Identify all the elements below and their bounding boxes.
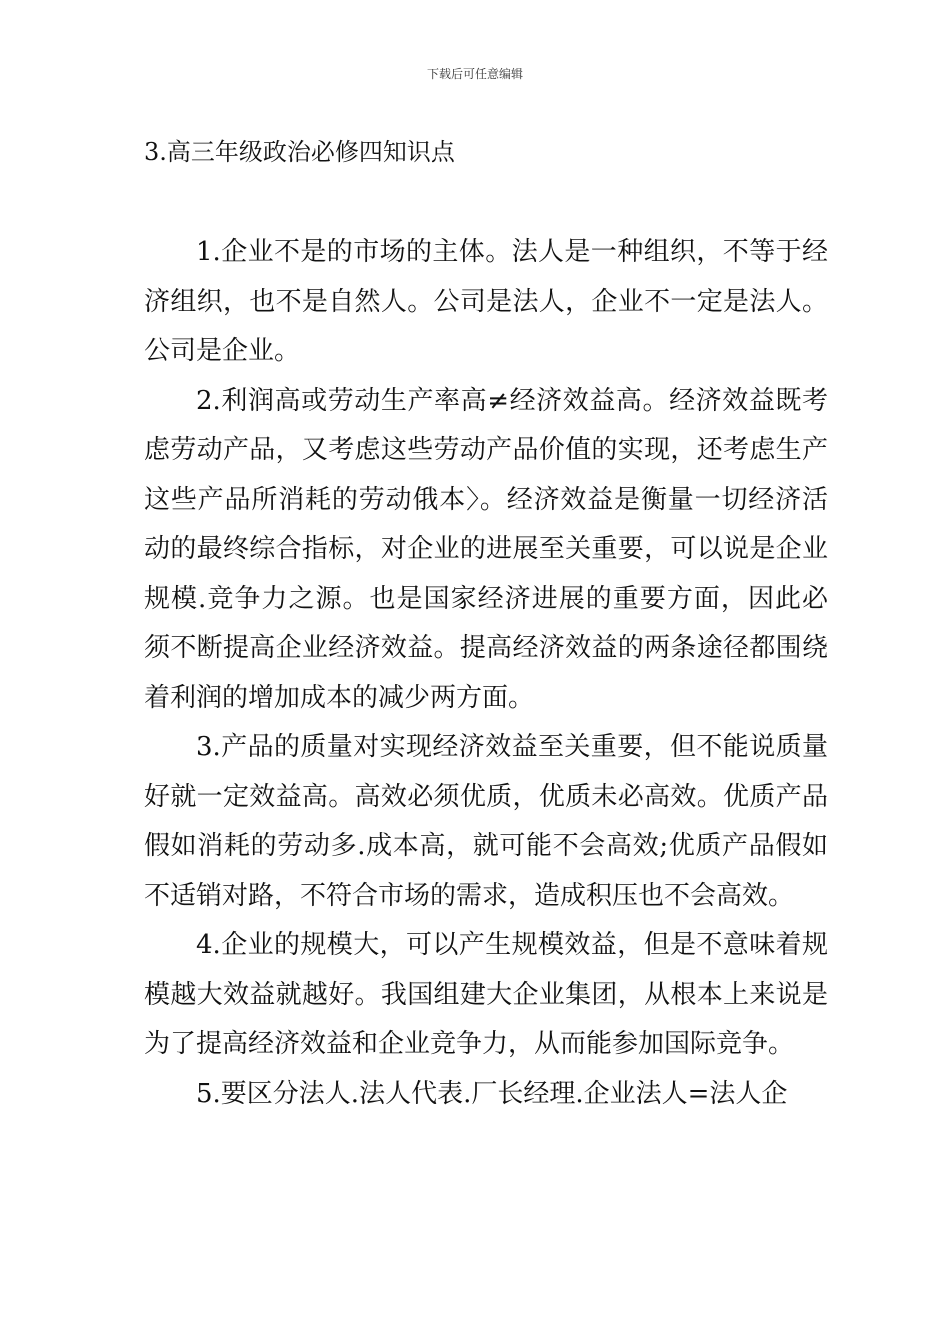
paragraph-5: 5.要区分法人.法人代表.厂长经理.企业法人=法人企 (196, 1078, 788, 1109)
document-title: 3.高三年级政治必修四知识点 (144, 138, 455, 166)
document-body (144, 228, 828, 1119)
paragraph-3: 3.产品的质量对实现经济效益至关重要，但不能说质量好就一定效益高。高效必须优质，优质未必高效。优质产品假如消耗的劳动多.成本高，就可能不会高效;优质产品假如不适销对路，不符合市场的需求，造成积压也不会高效。 (144, 732, 828, 911)
paragraph-4: 4.企业的规模大，可以产生规模效益，但是不意味着规模越大效益就越好。我国组建大企业集团，从根本上来说是为了提高经济效益和企业竞争力，从而能参加国际竞争。 (144, 930, 828, 1059)
paragraph-2: 2.利润高或劳动生产率高≠经济效益高。经济效益既考虑劳动产品，又考虑这些劳动产品价值的实现，还考虑生产这些产品所消耗的劳动俄本〉。经济效益是衡量一切经济活动的最终综合指标，对企业的进展至关重要，可以说是企业规模.竞争力之源。也是国家经济进展的重要方面，因此必须不断提高企业经济效益。提高经济效益的两条途径都围绕着利润的增加成本的减少两方面。 (144, 385, 828, 713)
header-note: 下载后可任意编辑 (426, 67, 523, 81)
paragraph-1: 1.企业不是的市场的主体。法人是一种组织，不等于经济组织，也不是自然人。公司是法人，企业不一定是法人。公司是企业。 (144, 237, 828, 366)
